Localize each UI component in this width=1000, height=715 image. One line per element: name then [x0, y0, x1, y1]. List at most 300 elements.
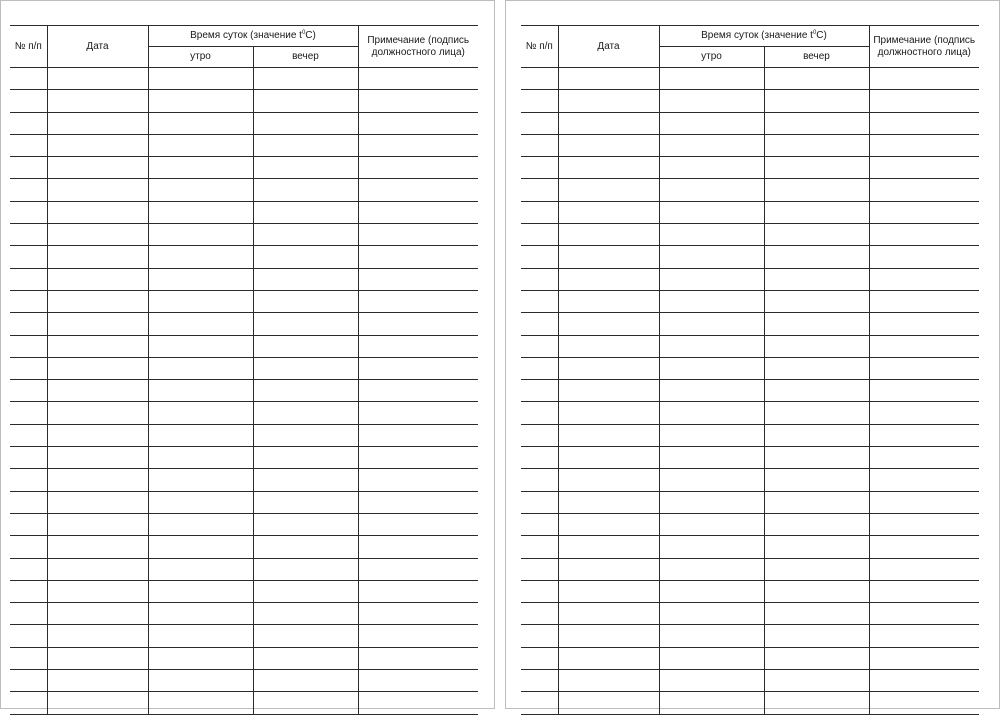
cell-note[interactable] [869, 179, 979, 201]
cell-date[interactable] [47, 224, 148, 246]
cell-evening[interactable] [253, 536, 358, 558]
cell-number[interactable] [521, 335, 558, 357]
cell-evening[interactable] [764, 580, 869, 602]
cell-date[interactable] [47, 447, 148, 469]
cell-number[interactable] [521, 670, 558, 692]
cell-evening[interactable] [253, 647, 358, 669]
cell-number[interactable] [10, 491, 47, 513]
cell-number[interactable] [10, 692, 47, 714]
cell-note[interactable] [358, 268, 478, 290]
cell-date[interactable] [558, 558, 659, 580]
cell-date[interactable] [47, 469, 148, 491]
cell-note[interactable] [358, 90, 478, 112]
cell-morning[interactable] [148, 290, 253, 312]
cell-date[interactable] [47, 112, 148, 134]
cell-number[interactable] [521, 603, 558, 625]
cell-date[interactable] [558, 380, 659, 402]
table-row [10, 290, 478, 312]
cell-morning[interactable] [148, 224, 253, 246]
cell-number[interactable] [521, 424, 558, 446]
cell-date[interactable] [47, 491, 148, 513]
cell-date[interactable] [558, 580, 659, 602]
cell-number[interactable] [521, 179, 558, 201]
cell-morning[interactable] [659, 268, 764, 290]
cell-morning[interactable] [659, 513, 764, 535]
cell-evening[interactable] [764, 603, 869, 625]
cell-number[interactable] [10, 268, 47, 290]
cell-number[interactable] [10, 447, 47, 469]
cell-date[interactable] [558, 134, 659, 156]
cell-note[interactable] [869, 469, 979, 491]
cell-note[interactable] [358, 402, 478, 424]
cell-number[interactable] [521, 536, 558, 558]
cell-morning[interactable] [148, 402, 253, 424]
cell-evening[interactable] [764, 469, 869, 491]
cell-morning[interactable] [659, 424, 764, 446]
cell-evening[interactable] [764, 246, 869, 268]
cell-morning[interactable] [148, 201, 253, 223]
cell-number[interactable] [10, 224, 47, 246]
cell-date[interactable] [558, 201, 659, 223]
cell-morning[interactable] [148, 647, 253, 669]
cell-morning[interactable] [659, 580, 764, 602]
cell-number[interactable] [521, 558, 558, 580]
cell-evening[interactable] [253, 491, 358, 513]
cell-number[interactable] [521, 380, 558, 402]
cell-morning[interactable] [659, 491, 764, 513]
cell-note[interactable] [358, 357, 478, 379]
cell-note[interactable] [869, 68, 979, 90]
cell-morning[interactable] [659, 603, 764, 625]
cell-evening[interactable] [764, 90, 869, 112]
cell-morning[interactable] [148, 68, 253, 90]
cell-date[interactable] [558, 424, 659, 446]
cell-number[interactable] [521, 513, 558, 535]
table-row [521, 692, 979, 714]
cell-date[interactable] [47, 68, 148, 90]
cell-note[interactable] [869, 335, 979, 357]
cell-evening[interactable] [253, 380, 358, 402]
cell-number[interactable] [521, 68, 558, 90]
cell-date[interactable] [47, 134, 148, 156]
cell-date[interactable] [47, 90, 148, 112]
cell-morning[interactable] [148, 357, 253, 379]
cell-note[interactable] [869, 112, 979, 134]
cell-evening[interactable] [253, 580, 358, 602]
cell-morning[interactable] [659, 536, 764, 558]
cell-evening[interactable] [253, 625, 358, 647]
cell-morning[interactable] [659, 290, 764, 312]
cell-note[interactable] [869, 157, 979, 179]
cell-number[interactable] [10, 313, 47, 335]
cell-evening[interactable] [253, 513, 358, 535]
cell-note[interactable] [869, 513, 979, 535]
cell-evening[interactable] [764, 224, 869, 246]
cell-date[interactable] [47, 603, 148, 625]
cell-date[interactable] [47, 647, 148, 669]
cell-evening[interactable] [253, 402, 358, 424]
cell-number[interactable] [521, 90, 558, 112]
cell-evening[interactable] [253, 68, 358, 90]
cell-note[interactable] [358, 580, 478, 602]
cell-morning[interactable] [148, 268, 253, 290]
cell-evening[interactable] [764, 558, 869, 580]
cell-note[interactable] [358, 290, 478, 312]
cell-note[interactable] [869, 447, 979, 469]
cell-morning[interactable] [659, 558, 764, 580]
cell-morning[interactable] [659, 402, 764, 424]
cell-evening[interactable] [764, 201, 869, 223]
cell-morning[interactable] [659, 357, 764, 379]
cell-number[interactable] [521, 268, 558, 290]
cell-number[interactable] [10, 246, 47, 268]
cell-note[interactable] [869, 647, 979, 669]
cell-date[interactable] [558, 179, 659, 201]
cell-date[interactable] [47, 268, 148, 290]
cell-morning[interactable] [148, 112, 253, 134]
cell-date[interactable] [558, 625, 659, 647]
cell-note[interactable] [358, 224, 478, 246]
cell-number[interactable] [521, 447, 558, 469]
cell-date[interactable] [558, 670, 659, 692]
cell-date[interactable] [558, 246, 659, 268]
cell-morning[interactable] [148, 692, 253, 714]
cell-number[interactable] [10, 134, 47, 156]
cell-evening[interactable] [253, 692, 358, 714]
cell-date[interactable] [47, 692, 148, 714]
cell-note[interactable] [869, 380, 979, 402]
cell-date[interactable] [558, 313, 659, 335]
cell-evening[interactable] [253, 224, 358, 246]
cell-date[interactable] [47, 290, 148, 312]
cell-date[interactable] [558, 112, 659, 134]
cell-number[interactable] [521, 157, 558, 179]
cell-date[interactable] [558, 224, 659, 246]
cell-evening[interactable] [764, 491, 869, 513]
header-evening: вечер [253, 47, 358, 68]
cell-date[interactable] [558, 90, 659, 112]
cell-morning[interactable] [148, 580, 253, 602]
cell-note[interactable] [869, 491, 979, 513]
cell-number[interactable] [521, 112, 558, 134]
cell-date[interactable] [558, 692, 659, 714]
cell-morning[interactable] [148, 447, 253, 469]
cell-date[interactable] [558, 290, 659, 312]
cell-number[interactable] [10, 558, 47, 580]
cell-evening[interactable] [253, 246, 358, 268]
cell-date[interactable] [47, 157, 148, 179]
cell-morning[interactable] [148, 513, 253, 535]
cell-note[interactable] [358, 469, 478, 491]
cell-evening[interactable] [764, 268, 869, 290]
cell-morning[interactable] [148, 134, 253, 156]
cell-morning[interactable] [659, 313, 764, 335]
cell-note[interactable] [358, 380, 478, 402]
cell-evening[interactable] [764, 402, 869, 424]
cell-date[interactable] [47, 625, 148, 647]
cell-morning[interactable] [659, 692, 764, 714]
header-evening: вечер [764, 47, 869, 68]
cell-note[interactable] [869, 558, 979, 580]
cell-morning[interactable] [659, 380, 764, 402]
cell-morning[interactable] [148, 603, 253, 625]
cell-evening[interactable] [253, 447, 358, 469]
cell-date[interactable] [558, 513, 659, 535]
cell-date[interactable] [558, 536, 659, 558]
cell-morning[interactable] [659, 647, 764, 669]
cell-note[interactable] [869, 313, 979, 335]
cell-number[interactable] [10, 357, 47, 379]
cell-note[interactable] [869, 580, 979, 602]
cell-note[interactable] [358, 246, 478, 268]
cell-date[interactable] [47, 380, 148, 402]
cell-number[interactable] [10, 179, 47, 201]
table-row [10, 603, 478, 625]
cell-morning[interactable] [659, 625, 764, 647]
cell-note[interactable] [358, 424, 478, 446]
cell-evening[interactable] [253, 268, 358, 290]
cell-number[interactable] [10, 90, 47, 112]
cell-evening[interactable] [764, 692, 869, 714]
cell-note[interactable] [358, 647, 478, 669]
cell-date[interactable] [47, 580, 148, 602]
cell-morning[interactable] [148, 179, 253, 201]
cell-date[interactable] [558, 68, 659, 90]
cell-morning[interactable] [659, 469, 764, 491]
header-time-of-day-text: Время суток (значение t [190, 30, 302, 41]
cell-number[interactable] [521, 625, 558, 647]
cell-date[interactable] [47, 246, 148, 268]
cell-morning[interactable] [148, 90, 253, 112]
cell-number[interactable] [10, 625, 47, 647]
cell-note[interactable] [358, 112, 478, 134]
cell-date[interactable] [558, 357, 659, 379]
cell-evening[interactable] [253, 603, 358, 625]
cell-evening[interactable] [764, 112, 869, 134]
cell-number[interactable] [10, 647, 47, 669]
cell-evening[interactable] [253, 335, 358, 357]
cell-note[interactable] [869, 692, 979, 714]
cell-evening[interactable] [764, 536, 869, 558]
cell-evening[interactable] [764, 380, 869, 402]
cell-date[interactable] [47, 424, 148, 446]
cell-date[interactable] [558, 603, 659, 625]
cell-morning[interactable] [659, 157, 764, 179]
cell-number[interactable] [521, 134, 558, 156]
cell-date[interactable] [558, 157, 659, 179]
cell-evening[interactable] [764, 290, 869, 312]
cell-date[interactable] [47, 670, 148, 692]
cell-evening[interactable] [764, 447, 869, 469]
cell-note[interactable] [358, 491, 478, 513]
cell-note[interactable] [358, 201, 478, 223]
cell-date[interactable] [558, 647, 659, 669]
cell-note[interactable] [869, 625, 979, 647]
cell-morning[interactable] [659, 447, 764, 469]
cell-evening[interactable] [764, 134, 869, 156]
cell-number[interactable] [10, 670, 47, 692]
cell-date[interactable] [47, 357, 148, 379]
cell-number[interactable] [521, 469, 558, 491]
cell-morning[interactable] [659, 68, 764, 90]
cell-note[interactable] [358, 670, 478, 692]
cell-note[interactable] [358, 603, 478, 625]
cell-number[interactable] [521, 290, 558, 312]
cell-number[interactable] [10, 603, 47, 625]
header-number: № п/п [521, 26, 558, 68]
cell-number[interactable] [521, 692, 558, 714]
cell-note[interactable] [869, 402, 979, 424]
cell-evening[interactable] [764, 313, 869, 335]
header-degree-sup: 0 [812, 30, 817, 36]
cell-evening[interactable] [253, 157, 358, 179]
cell-note[interactable] [869, 134, 979, 156]
cell-number[interactable] [521, 246, 558, 268]
cell-evening[interactable] [253, 357, 358, 379]
cell-number[interactable] [521, 491, 558, 513]
cell-number[interactable] [521, 580, 558, 602]
cell-evening[interactable] [253, 201, 358, 223]
cell-note[interactable] [869, 536, 979, 558]
cell-note[interactable] [869, 90, 979, 112]
cell-number[interactable] [10, 157, 47, 179]
cell-note[interactable] [869, 290, 979, 312]
cell-evening[interactable] [253, 469, 358, 491]
cell-morning[interactable] [148, 558, 253, 580]
cell-note[interactable] [869, 603, 979, 625]
cell-number[interactable] [10, 380, 47, 402]
cell-morning[interactable] [148, 335, 253, 357]
cell-note[interactable] [869, 670, 979, 692]
cell-evening[interactable] [764, 157, 869, 179]
cell-number[interactable] [10, 402, 47, 424]
cell-evening[interactable] [253, 179, 358, 201]
cell-evening[interactable] [764, 670, 869, 692]
cell-note[interactable] [869, 357, 979, 379]
cell-evening[interactable] [764, 179, 869, 201]
cell-note[interactable] [869, 268, 979, 290]
cell-date[interactable] [47, 201, 148, 223]
cell-evening[interactable] [764, 357, 869, 379]
cell-date[interactable] [47, 402, 148, 424]
cell-number[interactable] [10, 112, 47, 134]
cell-date[interactable] [558, 469, 659, 491]
cell-evening[interactable] [764, 335, 869, 357]
cell-morning[interactable] [659, 670, 764, 692]
cell-number[interactable] [521, 402, 558, 424]
cell-morning[interactable] [148, 157, 253, 179]
cell-note[interactable] [358, 625, 478, 647]
cell-morning[interactable] [148, 246, 253, 268]
cell-morning[interactable] [148, 380, 253, 402]
cell-evening[interactable] [253, 424, 358, 446]
cell-date[interactable] [558, 335, 659, 357]
cell-morning[interactable] [659, 335, 764, 357]
cell-evening[interactable] [253, 313, 358, 335]
cell-evening[interactable] [764, 68, 869, 90]
cell-evening[interactable] [253, 290, 358, 312]
cell-note[interactable] [358, 692, 478, 714]
cell-number[interactable] [521, 201, 558, 223]
cell-evening[interactable] [764, 625, 869, 647]
cell-morning[interactable] [659, 134, 764, 156]
cell-morning[interactable] [148, 670, 253, 692]
cell-date[interactable] [558, 491, 659, 513]
cell-number[interactable] [10, 201, 47, 223]
cell-number[interactable] [10, 290, 47, 312]
cell-note[interactable] [869, 224, 979, 246]
cell-note[interactable] [358, 134, 478, 156]
cell-date[interactable] [558, 402, 659, 424]
cell-date[interactable] [558, 447, 659, 469]
cell-number[interactable] [10, 469, 47, 491]
cell-date[interactable] [558, 268, 659, 290]
cell-number[interactable] [10, 513, 47, 535]
cell-number[interactable] [10, 335, 47, 357]
cell-evening[interactable] [253, 90, 358, 112]
cell-number[interactable] [10, 536, 47, 558]
cell-evening[interactable] [764, 513, 869, 535]
cell-number[interactable] [521, 224, 558, 246]
cell-number[interactable] [10, 580, 47, 602]
cell-note[interactable] [358, 558, 478, 580]
cell-note[interactable] [358, 313, 478, 335]
cell-morning[interactable] [659, 112, 764, 134]
cell-note[interactable] [358, 157, 478, 179]
cell-date[interactable] [47, 558, 148, 580]
cell-date[interactable] [47, 536, 148, 558]
cell-morning[interactable] [148, 625, 253, 647]
cell-date[interactable] [47, 513, 148, 535]
cell-number[interactable] [521, 313, 558, 335]
cell-note[interactable] [869, 201, 979, 223]
cell-morning[interactable] [148, 491, 253, 513]
cell-evening[interactable] [253, 112, 358, 134]
cell-number[interactable] [521, 357, 558, 379]
cell-morning[interactable] [659, 224, 764, 246]
cell-note[interactable] [358, 335, 478, 357]
cell-date[interactable] [47, 313, 148, 335]
cell-morning[interactable] [659, 201, 764, 223]
cell-morning[interactable] [148, 536, 253, 558]
cell-number[interactable] [10, 424, 47, 446]
cell-morning[interactable] [659, 90, 764, 112]
cell-number[interactable] [521, 647, 558, 669]
cell-morning[interactable] [148, 424, 253, 446]
cell-date[interactable] [47, 179, 148, 201]
cell-evening[interactable] [764, 647, 869, 669]
cell-note[interactable] [358, 536, 478, 558]
cell-note[interactable] [869, 424, 979, 446]
cell-morning[interactable] [659, 246, 764, 268]
cell-note[interactable] [358, 447, 478, 469]
cell-morning[interactable] [659, 179, 764, 201]
cell-note[interactable] [358, 513, 478, 535]
table-row [521, 424, 979, 446]
cell-date[interactable] [47, 335, 148, 357]
cell-evening[interactable] [253, 670, 358, 692]
cell-evening[interactable] [764, 424, 869, 446]
header-number: № п/п [10, 26, 47, 68]
cell-morning[interactable] [148, 469, 253, 491]
cell-evening[interactable] [253, 134, 358, 156]
cell-number[interactable] [10, 68, 47, 90]
cell-morning[interactable] [148, 313, 253, 335]
cell-note[interactable] [869, 246, 979, 268]
cell-note[interactable] [358, 179, 478, 201]
cell-evening[interactable] [253, 558, 358, 580]
cell-note[interactable] [358, 68, 478, 90]
